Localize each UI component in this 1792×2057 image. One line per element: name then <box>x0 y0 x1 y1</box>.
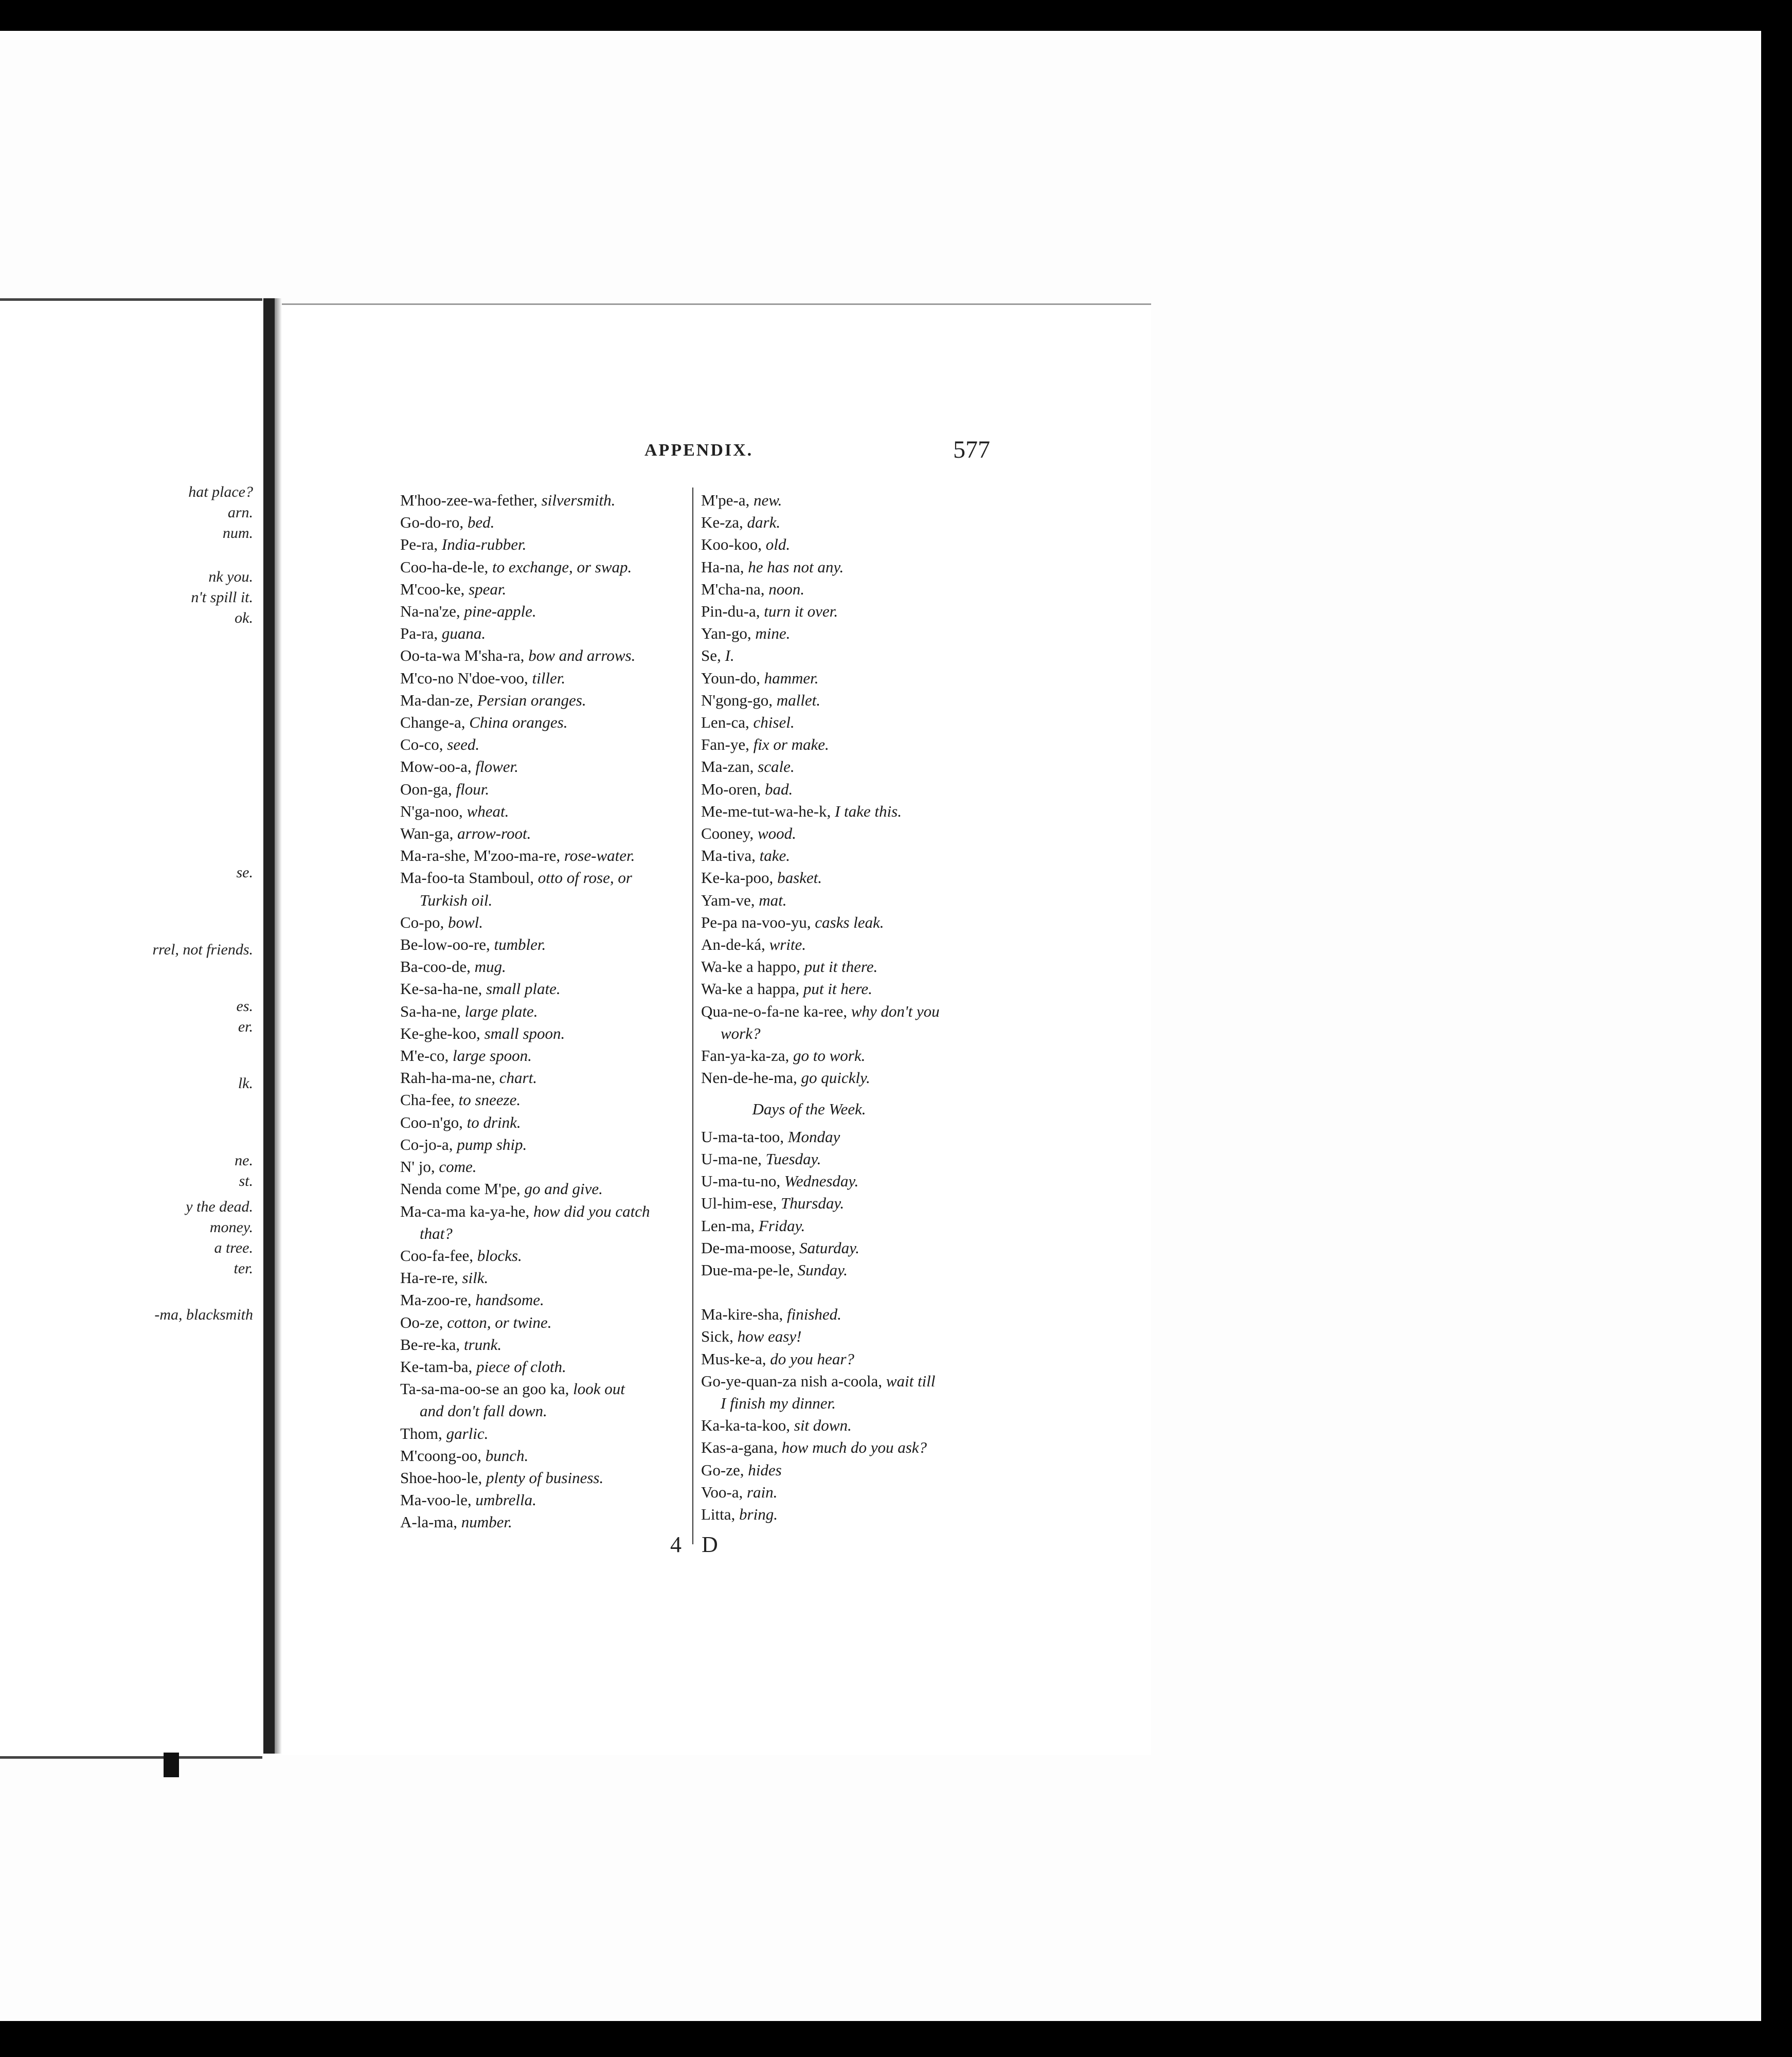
vocabulary-entry <box>701 867 1020 889</box>
entry-term: Fan-ya-ka-za, <box>701 1046 790 1065</box>
entry-term: Co-jo-a, <box>400 1135 453 1153</box>
entry-term: Due-ma-pe-le, <box>701 1260 794 1279</box>
entry-gloss: turn it over. <box>764 602 838 621</box>
vocabulary-entry <box>400 711 691 733</box>
entry-term: Ma-ra-she, M'zoo-ma-re, <box>400 846 561 865</box>
vocabulary-entry <box>701 1192 1020 1214</box>
page-number: 577 <box>953 436 990 463</box>
entry-gloss: wheat. <box>467 802 509 820</box>
entry-gloss: sit down. <box>794 1416 852 1435</box>
vocabulary-entry <box>701 1215 1020 1237</box>
vocabulary-entry <box>701 644 1020 666</box>
vocabulary-entry <box>400 533 691 555</box>
vocabulary-entry <box>400 755 691 778</box>
entry-gloss: go and give. <box>524 1180 603 1198</box>
vocabulary-entry <box>400 1333 691 1356</box>
entry-gloss: write. <box>769 935 807 954</box>
previous-page-text-fragment: er. <box>238 1018 253 1035</box>
vocabulary-entry <box>701 978 1020 1000</box>
vocabulary-entry <box>400 1244 691 1267</box>
entry-gloss-continuation: I finish my dinner. <box>721 1394 836 1412</box>
vocabulary-entry <box>400 1467 691 1489</box>
entry-gloss: how easy! <box>737 1327 802 1346</box>
entry-gloss: to drink. <box>467 1113 521 1131</box>
entry-term: Koo-koo, <box>701 535 762 554</box>
entry-term: Go-ze, <box>701 1460 744 1479</box>
entry-term: Wan-ga, <box>400 824 454 843</box>
entry-gloss: casks leak. <box>815 913 884 931</box>
page-corner-mark <box>164 1753 179 1777</box>
entry-gloss-continuation: work? <box>721 1024 761 1042</box>
vocabulary-entry <box>701 1414 1020 1436</box>
entry-term: Kas-a-gana, <box>701 1438 778 1457</box>
entry-gloss: umbrella. <box>475 1491 536 1509</box>
entry-term: Pin-du-a, <box>701 602 760 621</box>
entry-gloss: basket. <box>777 869 822 887</box>
vocabulary-entry <box>701 1044 1020 1067</box>
entry-gloss: take. <box>759 846 791 865</box>
vocabulary-entry <box>400 600 691 622</box>
entry-gloss: garlic. <box>446 1424 489 1442</box>
vocabulary-entry <box>400 1422 691 1445</box>
previous-page-text-fragment: num. <box>222 525 253 542</box>
entry-term: Na-na'ze, <box>400 602 460 621</box>
entry-term: Oon-ga, <box>400 780 452 798</box>
vocabulary-entry <box>400 955 691 978</box>
entry-term: Ma-zoo-re, <box>400 1291 472 1309</box>
entry-gloss: pine-apple. <box>464 602 536 621</box>
entry-term: Me-me-tut-wa-he-k, <box>701 802 831 820</box>
vocabulary-entry <box>701 1325 1020 1347</box>
previous-page-text-fragment: lk. <box>238 1075 253 1092</box>
entry-term: Ha-na, <box>701 557 744 576</box>
vocabulary-entry <box>400 978 691 1000</box>
vocabulary-entry <box>400 1445 691 1467</box>
entry-gloss-continuation: and don't fall down. <box>420 1402 547 1420</box>
vocabulary-entry <box>701 933 1020 955</box>
entry-term: Ma-voo-le, <box>400 1491 472 1509</box>
vocabulary-entry <box>400 622 691 644</box>
entry-gloss: tumbler. <box>494 935 546 954</box>
vocabulary-entry <box>701 1503 1020 1525</box>
previous-page-text-fragment: nk you. <box>208 568 253 585</box>
entry-term: Youn-do, <box>701 669 760 687</box>
entry-term: Len-ma, <box>701 1216 755 1235</box>
vocabulary-entry <box>701 1436 1020 1458</box>
entry-gloss: Friday. <box>758 1216 805 1235</box>
entry-term: U-ma-ne, <box>701 1149 762 1168</box>
entry-gloss: come. <box>439 1158 477 1176</box>
entry-term: Qua-ne-o-fa-ne ka-ree, <box>701 1002 847 1020</box>
previous-page-text-fragment: rrel, not friends. <box>152 941 253 958</box>
entry-gloss: do you hear? <box>770 1349 854 1368</box>
vocabulary-entry <box>400 578 691 600</box>
vocabulary-entry <box>400 1267 691 1289</box>
entry-term: Go-do-ro, <box>400 513 464 532</box>
previous-page-text-fragment: y the dead. <box>186 1198 253 1215</box>
entry-gloss: rose-water. <box>564 846 635 865</box>
entry-term: Pe-pa na-voo-yu, <box>701 913 811 931</box>
entry-term: Co-co, <box>400 735 443 754</box>
entry-term: N'ga-noo, <box>400 802 463 820</box>
entry-term: Se, <box>701 646 721 665</box>
vocabulary-entry <box>701 689 1020 711</box>
entry-term: Rah-ha-ma-ne, <box>400 1069 496 1087</box>
entry-term: Ke-ghe-koo, <box>400 1024 480 1042</box>
entry-gloss: Saturday. <box>799 1238 859 1257</box>
entry-gloss: Tuesday. <box>765 1149 821 1168</box>
entry-gloss: bowl. <box>448 913 483 931</box>
entry-gloss: bow and arrows. <box>528 646 636 665</box>
previous-page-text-fragment: ok. <box>235 609 253 626</box>
entry-gloss: why don't you <box>851 1002 940 1020</box>
entry-term: Ul-him-ese, <box>701 1194 777 1213</box>
vocabulary-entry <box>701 1459 1020 1481</box>
entry-gloss: trunk. <box>463 1335 502 1354</box>
entry-gloss: China oranges. <box>469 713 568 732</box>
vocabulary-entry <box>400 556 691 578</box>
previous-page-text-fragment: a tree. <box>214 1239 253 1256</box>
entry-term: Ba-coo-de, <box>400 958 471 976</box>
vocabulary-entry <box>701 1148 1020 1170</box>
entry-gloss: seed. <box>447 735 480 754</box>
vocabulary-entry <box>400 778 691 800</box>
vocabulary-entry <box>400 1289 691 1311</box>
entry-term: Shoe-hoo-le, <box>400 1468 482 1487</box>
entry-term: N'gong-go, <box>701 691 773 709</box>
entry-gloss: large plate. <box>464 1002 538 1020</box>
vocabulary-entry <box>400 822 691 844</box>
vocabulary-entry <box>701 1481 1020 1503</box>
entry-term: Nenda come M'pe, <box>400 1180 521 1198</box>
entry-gloss: go to work. <box>793 1046 866 1065</box>
entry-gloss: to sneeze. <box>458 1091 521 1109</box>
entry-gloss: bring. <box>739 1505 778 1523</box>
vocabulary-entry <box>701 1067 1020 1089</box>
vocabulary-entry <box>701 778 1020 800</box>
previous-page-text-fragment: es. <box>236 998 253 1015</box>
entry-term: Coo-n'go, <box>400 1113 463 1131</box>
entry-gloss: small spoon. <box>484 1024 565 1042</box>
column-divider <box>692 488 693 1544</box>
entry-gloss: blocks. <box>477 1246 522 1265</box>
entry-term: Nen-de-he-ma, <box>701 1069 797 1087</box>
scan-border-right <box>1761 0 1792 2057</box>
vocabulary-entry <box>701 511 1020 533</box>
vocabulary-entry <box>701 844 1020 867</box>
vocabulary-entry <box>701 755 1020 778</box>
vocabulary-entry <box>400 667 691 689</box>
entry-term: Ma-zan, <box>701 757 754 776</box>
entry-term: M'hoo-zee-wa-fether, <box>400 491 537 509</box>
vocabulary-entry <box>400 1178 691 1200</box>
entry-term: Ma-kire-sha, <box>701 1305 783 1324</box>
vocabulary-entry <box>701 622 1020 644</box>
entry-term: Wa-ke a happo, <box>701 958 800 976</box>
entry-gloss: arrow-root. <box>457 824 531 843</box>
vocabulary-entry <box>701 1303 1020 1325</box>
entry-gloss: put it here. <box>803 980 872 998</box>
entry-gloss: look out <box>573 1380 625 1398</box>
entry-gloss: mat. <box>759 891 787 909</box>
entry-term: An-de-ká, <box>701 935 765 954</box>
entry-gloss: Sunday. <box>797 1260 848 1279</box>
entry-gloss: hammer. <box>764 669 819 687</box>
previous-page-text-fragment: money. <box>209 1219 253 1236</box>
vocabulary-entry <box>400 1200 691 1244</box>
entry-term: Ma-foo-ta Stamboul, <box>400 869 534 887</box>
entry-term: Change-a, <box>400 713 465 732</box>
entry-term: Coo-ha-de-le, <box>400 557 489 576</box>
entry-term: Ke-ka-poo, <box>701 869 774 887</box>
entry-term: Be-re-ka, <box>400 1335 460 1354</box>
previous-page-text-fragment: hat place? <box>188 483 253 500</box>
entry-gloss: put it there. <box>804 958 878 976</box>
entry-term: Sa-ha-ne, <box>400 1002 461 1020</box>
previous-page-text-fragment: arn. <box>227 504 253 521</box>
entry-gloss: I. <box>725 646 734 665</box>
spine-shadow <box>275 298 282 1754</box>
vocabulary-entry <box>400 644 691 666</box>
vocabulary-entry <box>400 1156 691 1178</box>
entry-gloss: plenty of business. <box>486 1468 604 1487</box>
vocabulary-entry <box>701 1370 1020 1414</box>
vocabulary-entry <box>400 800 691 822</box>
vocabulary-entry <box>701 1348 1020 1370</box>
entry-gloss: flower. <box>475 757 518 776</box>
entry-term: Pa-ra, <box>400 624 438 643</box>
entry-term: Ke-tam-ba, <box>400 1357 473 1376</box>
section-spacer <box>701 1281 1020 1303</box>
vocabulary-entry <box>701 1126 1020 1148</box>
vocabulary-entry <box>701 600 1020 622</box>
vocabulary-entry <box>400 733 691 755</box>
entry-gloss: rain. <box>746 1483 778 1501</box>
entry-gloss: mallet. <box>776 691 821 709</box>
vocabulary-entry <box>400 1089 691 1111</box>
vocabulary-entry <box>701 911 1020 933</box>
entry-gloss: I take this. <box>834 802 902 820</box>
entry-term: N' jo, <box>400 1158 435 1176</box>
vocabulary-entry <box>701 1237 1020 1259</box>
vocabulary-entry <box>400 1311 691 1333</box>
entry-gloss: new. <box>754 491 782 509</box>
entry-gloss: silversmith. <box>541 491 616 509</box>
entry-term: Be-low-oo-re, <box>400 935 490 954</box>
section-heading: Days of the Week. <box>752 1100 866 1118</box>
vocabulary-entry <box>701 822 1020 844</box>
previous-page-text-fragment: se. <box>236 864 253 881</box>
book-spine <box>263 298 275 1754</box>
vocabulary-entry <box>400 511 691 533</box>
vocabulary-entry <box>701 533 1020 555</box>
vocabulary-entry <box>701 733 1020 755</box>
entry-gloss: pump ship. <box>457 1135 527 1153</box>
previous-page-text-fragment: st. <box>239 1172 253 1189</box>
vocabulary-entry <box>701 556 1020 578</box>
entry-term: M'co-no N'doe-voo, <box>400 669 528 687</box>
entry-term: Thom, <box>400 1424 442 1442</box>
entry-term: Fan-ye, <box>701 735 749 754</box>
entry-term: Ma-tiva, <box>701 846 756 865</box>
vocabulary-entry <box>400 1378 691 1422</box>
entry-gloss: guana. <box>441 624 486 643</box>
entry-term: Wa-ke a happa, <box>701 980 800 998</box>
entry-gloss: chisel. <box>753 713 795 732</box>
vocabulary-entry <box>400 1111 691 1133</box>
entry-gloss: wood. <box>757 824 796 843</box>
vocabulary-entry <box>701 1170 1020 1192</box>
entry-term: Voo-a, <box>701 1483 743 1501</box>
entry-term: Pe-ra, <box>400 535 438 554</box>
entry-gloss: mine. <box>755 624 791 643</box>
vocabulary-entry <box>400 1489 691 1511</box>
entry-term: Coo-fa-fee, <box>400 1246 473 1265</box>
vocabulary-entry <box>400 1511 691 1533</box>
entry-gloss: bunch. <box>485 1446 529 1465</box>
entry-gloss: otto of rose, or <box>537 869 632 887</box>
previous-page-text-fragment: -ma, blacksmith <box>154 1306 253 1323</box>
scan-background <box>0 31 1761 2021</box>
entry-gloss: go quickly. <box>801 1069 870 1087</box>
entry-gloss: India-rubber. <box>441 535 527 554</box>
entry-term: Cooney, <box>701 824 754 843</box>
vocabulary-entry <box>701 1000 1020 1044</box>
vocabulary-entry <box>701 489 1020 511</box>
entry-term: Mo-oren, <box>701 780 761 798</box>
entry-gloss: mug. <box>474 958 506 976</box>
vocabulary-entry <box>400 1356 691 1378</box>
entry-term: Co-po, <box>400 913 444 931</box>
vocabulary-entry <box>701 578 1020 600</box>
entry-gloss: silk. <box>462 1269 489 1287</box>
entry-gloss: he has not any. <box>748 557 844 576</box>
vocabulary-entry <box>701 800 1020 822</box>
vocabulary-entry <box>400 1067 691 1089</box>
vocabulary-column-right <box>701 489 1020 1525</box>
vocabulary-entry <box>400 844 691 867</box>
entry-gloss: old. <box>765 535 791 554</box>
entry-gloss: piece of cloth. <box>476 1357 566 1376</box>
signature-mark: 4 D <box>670 1532 725 1557</box>
entry-gloss: tiller. <box>532 669 566 687</box>
entry-gloss: number. <box>461 1513 512 1531</box>
vocabulary-entry <box>400 1022 691 1044</box>
vocabulary-entry <box>701 889 1020 911</box>
entry-term: Ha-re-re, <box>400 1269 458 1287</box>
entry-term: Ma-dan-ze, <box>400 691 473 709</box>
scan-border-bottom <box>0 2021 1792 2057</box>
vocabulary-entry <box>400 911 691 933</box>
entry-term: M'coo-ke, <box>400 580 465 598</box>
entry-gloss: noon. <box>768 580 805 598</box>
entry-gloss: small plate. <box>486 980 561 998</box>
entry-gloss: bed. <box>467 513 495 532</box>
entry-gloss: Wednesday. <box>784 1172 859 1190</box>
entry-term: Go-ye-quan-za nish a-coola, <box>701 1372 883 1390</box>
vocabulary-entry <box>701 711 1020 733</box>
entry-term: Len-ca, <box>701 713 749 732</box>
entry-term: M'cha-na, <box>701 580 765 598</box>
entry-gloss: wait till <box>886 1372 936 1390</box>
vocabulary-entry <box>400 1000 691 1022</box>
entry-term: M'coong-oo, <box>400 1446 481 1465</box>
vocabulary-entry <box>400 867 691 911</box>
entry-term: Oo-ta-wa M'sha-ra, <box>400 646 525 665</box>
entry-gloss: large spoon. <box>453 1046 532 1065</box>
entry-gloss: dark. <box>747 513 781 532</box>
entry-term: De-ma-moose, <box>701 1238 796 1257</box>
previous-page-text-fragment: ter. <box>234 1260 253 1277</box>
entry-term: Ka-ka-ta-koo, <box>701 1416 790 1435</box>
entry-gloss: flour. <box>456 780 490 798</box>
entry-term: Cha-fee, <box>400 1091 455 1109</box>
entry-term: Ke-za, <box>701 513 743 532</box>
scan-border-top <box>0 0 1792 31</box>
running-header: APPENDIX. <box>644 441 754 460</box>
entry-term: Yam-ve, <box>701 891 755 909</box>
previous-page-text-fragment: n't spill it. <box>191 589 253 606</box>
vocabulary-entry <box>400 489 691 511</box>
entry-gloss: to exchange, or swap. <box>492 557 632 576</box>
entry-gloss: Thursday. <box>780 1194 845 1213</box>
entry-gloss: chart. <box>499 1069 537 1087</box>
entry-gloss: bad. <box>764 780 793 798</box>
entry-term: Oo-ze, <box>400 1313 443 1331</box>
entry-term: Mow-oo-a, <box>400 757 472 776</box>
book-page <box>282 303 1151 1755</box>
entry-gloss: fix or make. <box>753 735 829 754</box>
vocabulary-entry <box>701 1259 1020 1281</box>
vocabulary-entry <box>400 933 691 955</box>
entry-gloss: spear. <box>469 580 507 598</box>
entry-gloss: scale. <box>758 757 795 776</box>
entry-term: Litta, <box>701 1505 736 1523</box>
entry-term: Yan-go, <box>701 624 751 643</box>
previous-page-text-fragment: ne. <box>235 1152 253 1169</box>
entry-gloss: finished. <box>787 1305 841 1324</box>
vocabulary-column-left <box>400 489 691 1533</box>
entry-term: Sick, <box>701 1327 733 1346</box>
entry-gloss: how much do you ask? <box>781 1438 927 1457</box>
entry-term: U-ma-tu-no, <box>701 1172 781 1190</box>
entry-gloss: Persian oranges. <box>477 691 586 709</box>
vocabulary-entry <box>701 667 1020 689</box>
entry-term: M'pe-a, <box>701 491 750 509</box>
entry-gloss: how did you catch <box>533 1202 650 1220</box>
entry-gloss: cotton, or twine. <box>447 1313 552 1331</box>
vocabulary-entry <box>400 689 691 711</box>
entry-term: Ke-sa-ha-ne, <box>400 980 482 998</box>
entry-term: U-ma-ta-too, <box>701 1127 784 1146</box>
vocabulary-entry <box>400 1044 691 1067</box>
entry-gloss: handsome. <box>475 1291 544 1309</box>
previous-page-fragment <box>0 298 262 1759</box>
vocabulary-entry <box>701 955 1020 978</box>
entry-gloss: Monday <box>787 1127 840 1146</box>
entry-term: Ma-ca-ma ka-ya-he, <box>400 1202 530 1220</box>
entry-term: M'e-co, <box>400 1046 449 1065</box>
entry-term: Ta-sa-ma-oo-se an goo ka, <box>400 1380 569 1398</box>
entry-term: A-la-ma, <box>400 1513 458 1531</box>
entry-gloss-continuation: Turkish oil. <box>420 891 493 909</box>
entry-term: Mus-ke-a, <box>701 1349 766 1368</box>
vocabulary-entry <box>400 1133 691 1156</box>
entry-gloss-continuation: that? <box>420 1224 453 1242</box>
entry-gloss: hides <box>748 1460 782 1479</box>
